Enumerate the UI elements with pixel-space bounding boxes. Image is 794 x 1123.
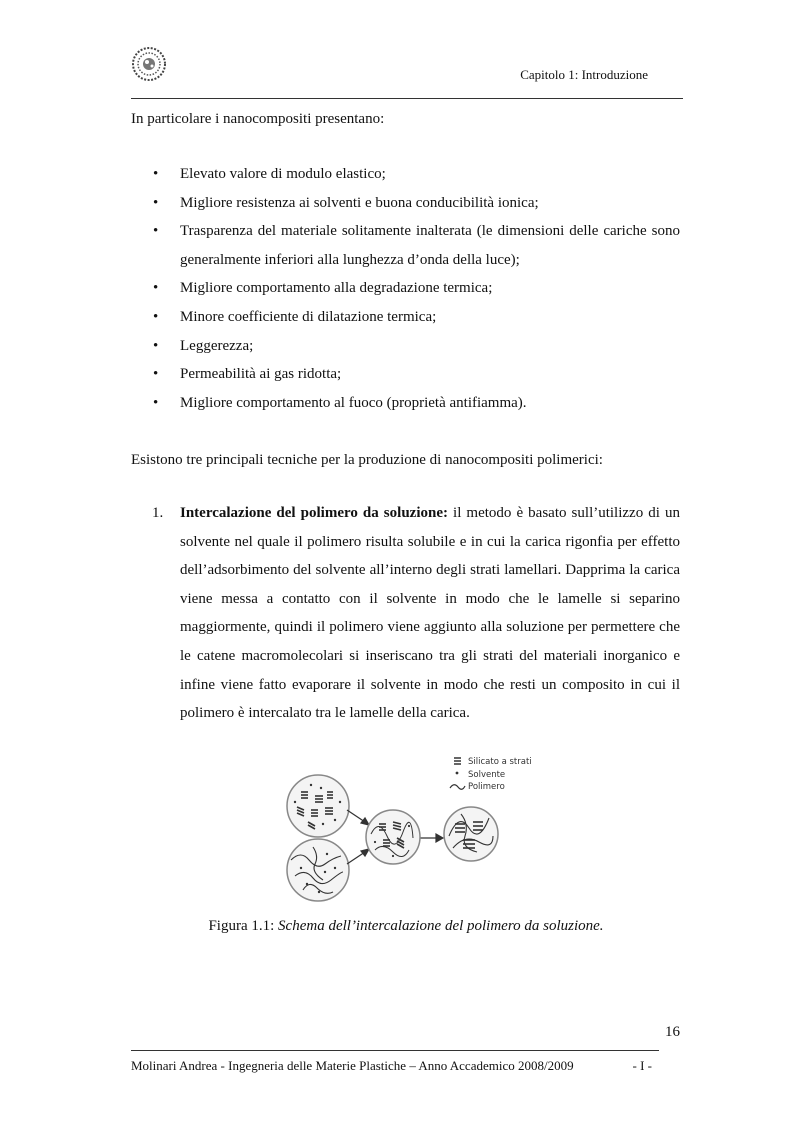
page-number: 16: [665, 1024, 680, 1040]
list-item: • Migliore comportamento alla degradazione termica;: [131, 274, 680, 303]
intro-paragraph: In particolare i nanocompositi presentano:: [131, 111, 385, 127]
list-item: • Migliore resistenza ai solventi e buona conducibilità ionica;: [131, 189, 680, 218]
list-item: • Migliore comportamento al fuoco (proprietà antifiamma).: [131, 389, 680, 418]
silicate-legend-icon: [454, 758, 461, 764]
bullet-icon: •: [153, 166, 159, 182]
list-item: • Trasparenza del materiale solitamente inalterata (le dimensioni delle cariche sono generalmente inferiori alla lunghezza d’onda della luce);: [131, 217, 680, 274]
legend-polymer: Polimero: [468, 782, 505, 792]
bullet-icon: •: [153, 366, 159, 383]
footer-page-label: - I -: [632, 1058, 652, 1073]
university-seal-icon: [131, 46, 167, 82]
chapter-header: Capitolo 1: Introduzione: [520, 67, 648, 82]
bullet-icon: •: [153, 223, 159, 240]
footer-divider: [131, 1050, 659, 1051]
technique-text: il metodo è basato sull’utilizzo di un solvente nel quale il polimero risulta solubile e in cui la carica rigonfia per effetto dell’adsorbimento del solvente all’interno degli strati lamellari. Dapprima la carica viene messa a contatto con il solvente in modo che le lamelle si separino maggiormente, quindi il polimero viene aggiunto alla soluzione per permettere che le catene macromolecolari si inseriscano tra gli strati del materiali inorganico e infine viene fatto evaporare il solvente in modo che resti un composito in cui il polimero è intercalato tra le lamelle della carica.: [180, 505, 680, 722]
bullet-icon: •: [153, 280, 159, 297]
technique-title: Intercalazione del polimero da soluzione:: [180, 505, 448, 521]
intercalation-diagram: [283, 752, 565, 902]
polymer-legend-icon: [450, 785, 465, 790]
list-item: • Permeabilità ai gas ridotta;: [131, 360, 680, 389]
techniques-list: [131, 499, 680, 728]
header-divider: [131, 98, 683, 99]
polymer-solvent-circle: [287, 839, 349, 901]
silicate-solvent-circle: [287, 775, 349, 837]
techniques-intro: Esistono tre principali tecniche per la produzione di nanocompositi polimerici:: [131, 452, 603, 468]
technique-item: [131, 499, 680, 728]
legend-solvent: Solvente: [468, 770, 506, 780]
list-item: • Elevato valore di modulo elastico;: [131, 160, 680, 189]
bullet-icon: •: [153, 194, 159, 211]
bullet-icon: •: [153, 337, 159, 354]
mixture-circle: [366, 810, 420, 864]
list-item: • Leggerezza;: [131, 332, 680, 361]
solvent-legend-icon: [456, 772, 459, 775]
legend-silicate: Silicato a strati: [468, 757, 532, 767]
properties-list: [131, 160, 680, 417]
bullet-icon: •: [153, 394, 159, 411]
intercalated-circle: [444, 807, 498, 861]
list-item: • Minore coefficiente di dilatazione termica;: [131, 303, 680, 332]
footer-text: Molinari Andrea - Ingegneria delle Materie Plastiche – Anno Accademico 2008/2009: [131, 1058, 574, 1073]
bullet-icon: •: [153, 308, 159, 325]
item-number: 1.: [152, 505, 164, 521]
figure-caption: Figura 1.1: Schema dell’intercalazione del polimero da soluzione.: [208, 918, 604, 934]
